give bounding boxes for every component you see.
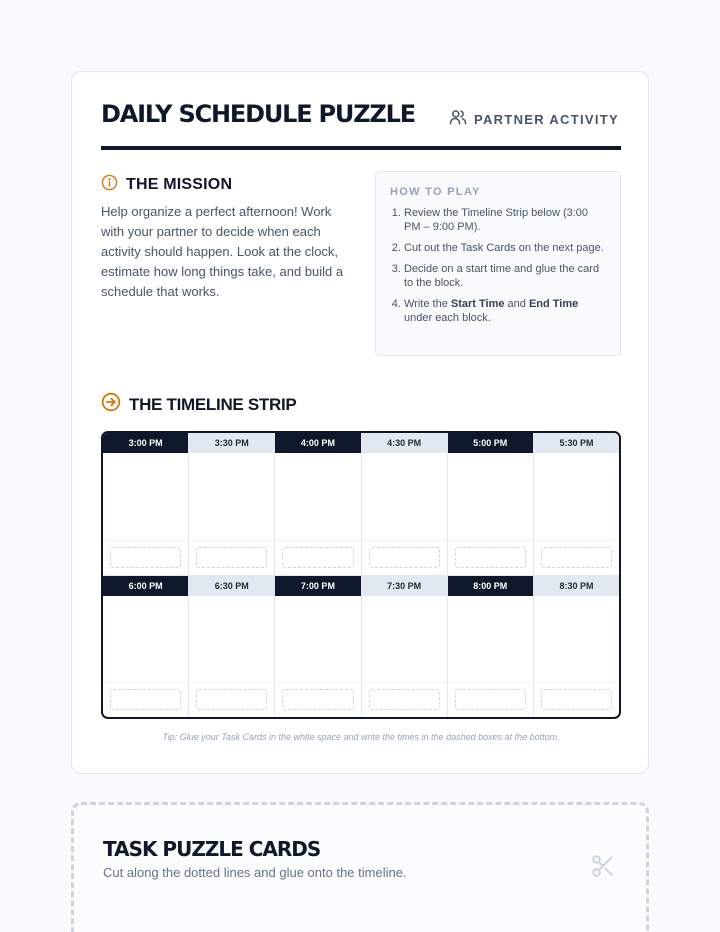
scissors-icon xyxy=(590,853,616,884)
time-entry-box[interactable] xyxy=(369,689,440,710)
time-label: 6:30 PM xyxy=(189,576,274,596)
time-slot[interactable] xyxy=(534,433,619,575)
time-entry-box[interactable] xyxy=(282,547,353,568)
users-icon xyxy=(449,108,467,131)
timeline-row-1 xyxy=(103,433,619,575)
time-slot[interactable] xyxy=(448,433,534,575)
step-4-text-b: and xyxy=(504,298,529,310)
partner-activity-badge xyxy=(449,108,619,131)
task-cards-subtitle: Cut along the dotted lines and glue onto the timeline. xyxy=(103,865,407,880)
time-entry-box[interactable] xyxy=(110,689,181,710)
time-slot[interactable] xyxy=(189,433,275,575)
time-slot[interactable] xyxy=(448,576,534,717)
time-slot[interactable] xyxy=(189,576,275,717)
time-label: 8:30 PM xyxy=(534,576,619,596)
time-slot[interactable] xyxy=(103,576,189,717)
how-to-play-steps xyxy=(390,206,606,325)
badge-label: PARTNER ACTIVITY xyxy=(473,112,619,127)
time-label: 7:00 PM xyxy=(275,576,360,596)
step-4 xyxy=(404,297,606,325)
step-1: 1. Review the Timeline Strip below (3:00 PM – 9:00 PM). xyxy=(404,206,606,234)
time-slot[interactable] xyxy=(362,576,448,717)
worksheet-card xyxy=(71,71,649,774)
time-slot[interactable] xyxy=(362,433,448,575)
time-entry-box[interactable] xyxy=(455,547,526,568)
arrow-right-circle-icon xyxy=(101,392,121,417)
step-4-text-a: Write the xyxy=(404,298,451,310)
how-to-play-title: HOW TO PLAY xyxy=(390,186,481,198)
step-4-start-time: Start Time xyxy=(450,298,505,310)
how-to-play-box xyxy=(375,171,621,356)
time-entry-box[interactable] xyxy=(541,689,612,710)
time-slot[interactable] xyxy=(103,433,189,575)
time-entry-box[interactable] xyxy=(110,547,181,568)
time-slot[interactable] xyxy=(275,433,361,575)
time-label: 3:30 PM xyxy=(189,433,274,453)
time-entry-box[interactable] xyxy=(196,689,267,710)
timeline-title: THE TIMELINE STRIP xyxy=(129,394,297,414)
time-label: 6:00 PM xyxy=(103,576,188,596)
mission-heading xyxy=(101,174,232,196)
time-label: 7:30 PM xyxy=(362,576,447,596)
step-4-end-time: End Time xyxy=(528,298,579,310)
time-label: 4:30 PM xyxy=(362,433,447,453)
mission-text: Help organize a perfect afternoon! Work with your partner to decide when each activity should happen. Look at the clock, estimate how long things take, and build a schedule that works. xyxy=(101,204,344,299)
time-entry-box[interactable] xyxy=(541,547,612,568)
time-label: 3:00 PM xyxy=(103,433,188,453)
time-slot[interactable] xyxy=(534,576,619,717)
mission-title: THE MISSION xyxy=(126,176,233,193)
time-entry-box[interactable] xyxy=(196,547,267,568)
time-label: 8:00 PM xyxy=(448,576,533,596)
page-title: DAILY SCHEDULE PUZZLE xyxy=(101,100,415,128)
timeline-tip: Tip: Glue your Task Cards in the white space and write the times in the dashed boxes at the bottom. xyxy=(162,732,560,742)
step-2: 2. Cut out the Task Cards on the next page. xyxy=(404,241,606,255)
step-3: 3. Decide on a start time and glue the card to the block. xyxy=(404,262,606,290)
time-entry-box[interactable] xyxy=(369,547,440,568)
time-entry-box[interactable] xyxy=(455,689,526,710)
timeline-strip xyxy=(101,431,621,719)
task-cards-section xyxy=(71,802,649,932)
header-divider xyxy=(101,146,621,150)
timeline-row-2 xyxy=(103,575,619,717)
time-label: 5:30 PM xyxy=(534,433,619,453)
info-icon xyxy=(101,174,118,196)
time-label: 4:00 PM xyxy=(275,433,360,453)
time-label: 5:00 PM xyxy=(448,433,533,453)
step-4-text-c: under each block. xyxy=(404,312,491,324)
time-slot[interactable] xyxy=(275,576,361,717)
task-cards-title: TASK PUZZLE CARDS xyxy=(103,837,321,861)
time-entry-box[interactable] xyxy=(282,689,353,710)
timeline-heading xyxy=(101,392,296,417)
